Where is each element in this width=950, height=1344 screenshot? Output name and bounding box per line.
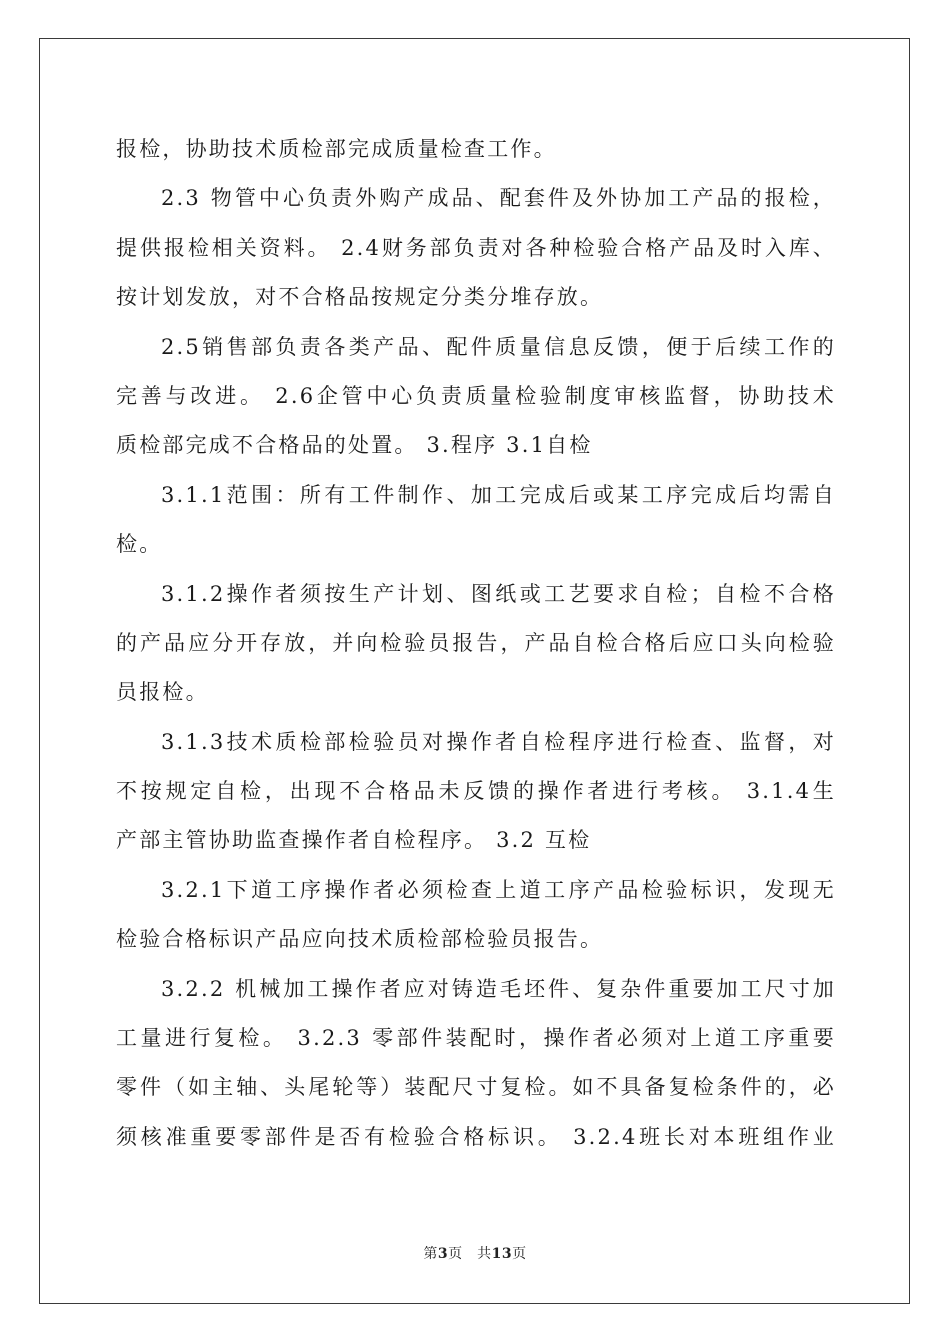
footer-prefix: 第 [423, 1246, 438, 1262]
text-line: 2.3 物管中心负责外购产成品、配套件及外协加工产品的报检， [161, 186, 836, 211]
text-line: 2.5销售部负责各类产品、配件质量信息反馈，便于后续工作的 [161, 334, 836, 359]
current-page-number: 3 [437, 1246, 449, 1262]
text-line: 完善与改进。 2.6企管中心负责质量检验制度审核监督，协助技术 [116, 383, 836, 408]
text-line: 工量进行复检。 3.2.3 零部件装配时，操作者必须对上道工序重要 [116, 1026, 836, 1051]
text-line: 3.1.2操作者须按生产计划、图纸或工艺要求自检；自检不合格 [161, 581, 836, 606]
text-line: 须核准重要零部件是否有检验合格标识。 3.2.4班长对本班组作业 [116, 1124, 836, 1149]
footer-total-suffix: 页 [512, 1246, 527, 1262]
page-footer [0, 1243, 950, 1263]
text-line: 按计划发放，对不合格品按规定分类分堆存放。 [116, 285, 604, 310]
text-line: 不按规定自检，出现不合格品未反馈的操作者进行考核。 3.1.4生 [116, 779, 836, 804]
text-line: 3.1.3技术质检部检验员对操作者自检程序进行检查、监督，对 [161, 729, 836, 754]
text-line: 3.2.2 机械加工操作者应对铸造毛坯件、复杂件重要加工尺寸加 [161, 976, 836, 1001]
text-line: 质检部完成不合格品的处置。 3.程序 3.1自检 [116, 433, 593, 458]
text-line: 提供报检相关资料。 2.4财务部负责对各种检验合格产品及时入库、 [116, 235, 836, 260]
text-line: 零件（如主轴、头尾轮等）装配尺寸复检。如不具备复检条件的，必 [116, 1075, 836, 1100]
text-line: 员报检。 [116, 680, 209, 705]
text-line: 的产品应分开存放，并向检验员报告，产品自检合格后应口头向检验 [116, 630, 836, 655]
text-line: 报检，协助技术质检部完成质量检查工作。 [116, 137, 557, 161]
text-line: 检验合格标识产品应向技术质检部检验员报告。 [116, 927, 604, 952]
text-line: 3.2.1下道工序操作者必须检查上道工序产品检验标识，发现无 [161, 877, 836, 902]
text-line: 3.1.1范围：所有工件制作、加工完成后或某工序完成后均需自 [161, 482, 836, 507]
total-pages-number: 13 [491, 1246, 513, 1262]
text-line: 产部主管协助监查操作者自检程序。 3.2 互检 [116, 828, 592, 853]
text-line: 检。 [116, 532, 163, 557]
footer-page-suffix: 页 共 [448, 1246, 492, 1262]
document-body [116, 125, 836, 1162]
